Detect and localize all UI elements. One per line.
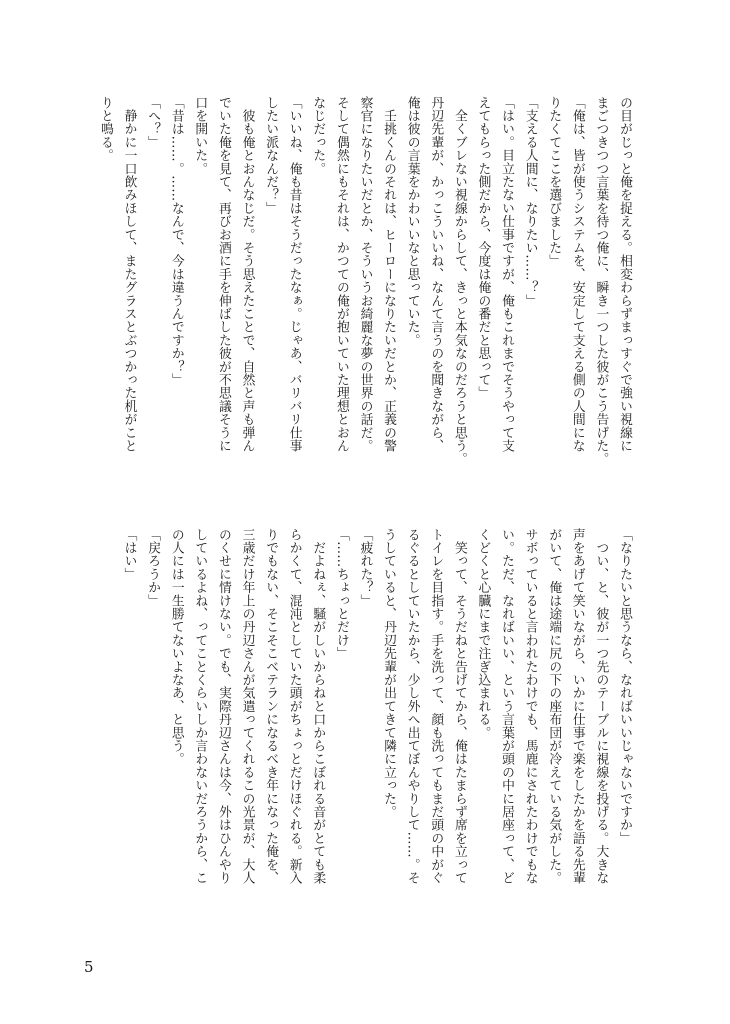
text-line: 「俺は、皆が使うシステムを、安定して支える側の人間にな — [569, 96, 585, 453]
text-line: 口を開いた。 — [192, 96, 208, 176]
text-line: まごつきつつ言葉を待つ俺に、瞬き一つした彼がこう告げた。 — [593, 96, 609, 466]
text-line: 「昔は……。……なんで、今は違うんですか？」 — [168, 96, 184, 387]
text-line: りたくてここを選びました」 — [546, 96, 562, 268]
text-line: そして偶然にもそれは、かつての俺が抱いていた理想とおん — [333, 96, 349, 453]
text-line: りでもない、そこそこベテランになるべき年になった俺を、 — [263, 528, 279, 885]
text-line: 「なりたいと思うなら、なればいいじゃないですか」 — [617, 528, 632, 845]
text-line: 静かに一口飲みほして、またグラスとぶつかった机がこと — [121, 96, 137, 453]
text-line: がいて、俺は途端に尻の下の座布団が冷えている気がした。 — [546, 528, 562, 885]
text-line: の目がじっと俺を捉える。相変わらずまっすぐで強い視線に — [617, 96, 632, 453]
text-line: 「いいね、俺も昔はそうだったなぁ。じゃあ、バリバリ仕事 — [286, 96, 302, 453]
text-line: らかくて、混沌としていた頭がちょっとだけほぐれる。新入 — [286, 528, 302, 885]
text-line: い。ただ、なればいい、という言葉が頭の中に居座って、ど — [499, 528, 515, 885]
text-line: 丹辺先輩が、かっこういいね、なんて言うのを聞きながら、 — [428, 96, 444, 453]
text-line: 「はい」 — [121, 528, 137, 581]
text-line: トイレを目指す。手を洗って、顔も洗ってもまだ頭の中がぐ — [428, 528, 444, 885]
text-line: 笑って、そうだねと告げてから、俺はたまらず席を立って — [451, 528, 467, 885]
text-line: 俺は彼の言葉をかわいいなと思っていた。 — [404, 96, 420, 347]
text-line: えてもらった側だから、今度は俺の番だと思って」 — [475, 96, 491, 400]
text-block-bottom — [80, 528, 636, 920]
text-line: 「支える人間に、なりたい……？」 — [522, 96, 538, 308]
text-line: したい派なんだ？」 — [263, 96, 279, 215]
text-line: 「へ？」 — [145, 96, 161, 149]
text-line: 「はい。目立たない仕事ですが、俺もこれまでそうやって支 — [499, 96, 515, 453]
text-line: 「……ちょっとだけ」 — [333, 528, 349, 660]
text-block-top — [80, 96, 636, 488]
text-line: でいた俺を見て、再びお酒に手を伸ばした彼が不思議そうに — [215, 96, 231, 453]
text-line: 察官になりたいだとか、そういうお綺麗な夢の世界の話だ。 — [357, 96, 373, 453]
text-line: 「疲れた？」 — [357, 528, 373, 608]
text-line: 壬挑くんのそれは、ヒーローになりたいだとか、正義の警 — [381, 96, 397, 453]
text-line: のくせに情けない。でも、実際丹辺さんは今、外はひんやり — [215, 528, 231, 885]
text-line: つい、と、彼が一つ先のテーブルに視線を投げる。大きな — [593, 528, 609, 885]
text-line: しているよね、ってことくらいしか言わないだろうから、こ — [192, 528, 208, 885]
text-line: りと鳴る。 — [97, 96, 113, 162]
text-line: 「戻ろうか」 — [145, 528, 161, 608]
text-line: 彼も俺とおんなじだ。そう思えたことで、自然と声も弾ん — [239, 96, 255, 453]
text-line: サボっていると言われたわけでも、馬鹿にされたわけでもな — [522, 528, 538, 885]
text-line: るぐるとしていたから、少し外へ出てぼんやりして……。そ — [404, 528, 420, 885]
text-line: 三歳だけ年上の丹辺さんが気遣ってくれるこの光景が、大人 — [239, 528, 255, 885]
text-line: くどくと心臓にまで注ぎ込まれる。 — [475, 528, 491, 740]
text-line: の人には一生勝てないよなあ、と思う。 — [168, 528, 184, 766]
text-line: 声をあげて笑いながら、いかに仕事で楽をしたかを語る先輩 — [569, 528, 585, 885]
text-line: 全くブレない視線からして、きっと本気なのだろうと思う。 — [451, 96, 467, 466]
page-number: 5 — [84, 958, 94, 976]
text-line: うしていると、丹辺先輩が出てきて隣に立った。 — [381, 528, 397, 819]
text-line: なじだった。 — [310, 96, 326, 176]
text-line: だよねぇ、騒がしいからねと口からこぼれる音がとても柔 — [310, 528, 326, 885]
